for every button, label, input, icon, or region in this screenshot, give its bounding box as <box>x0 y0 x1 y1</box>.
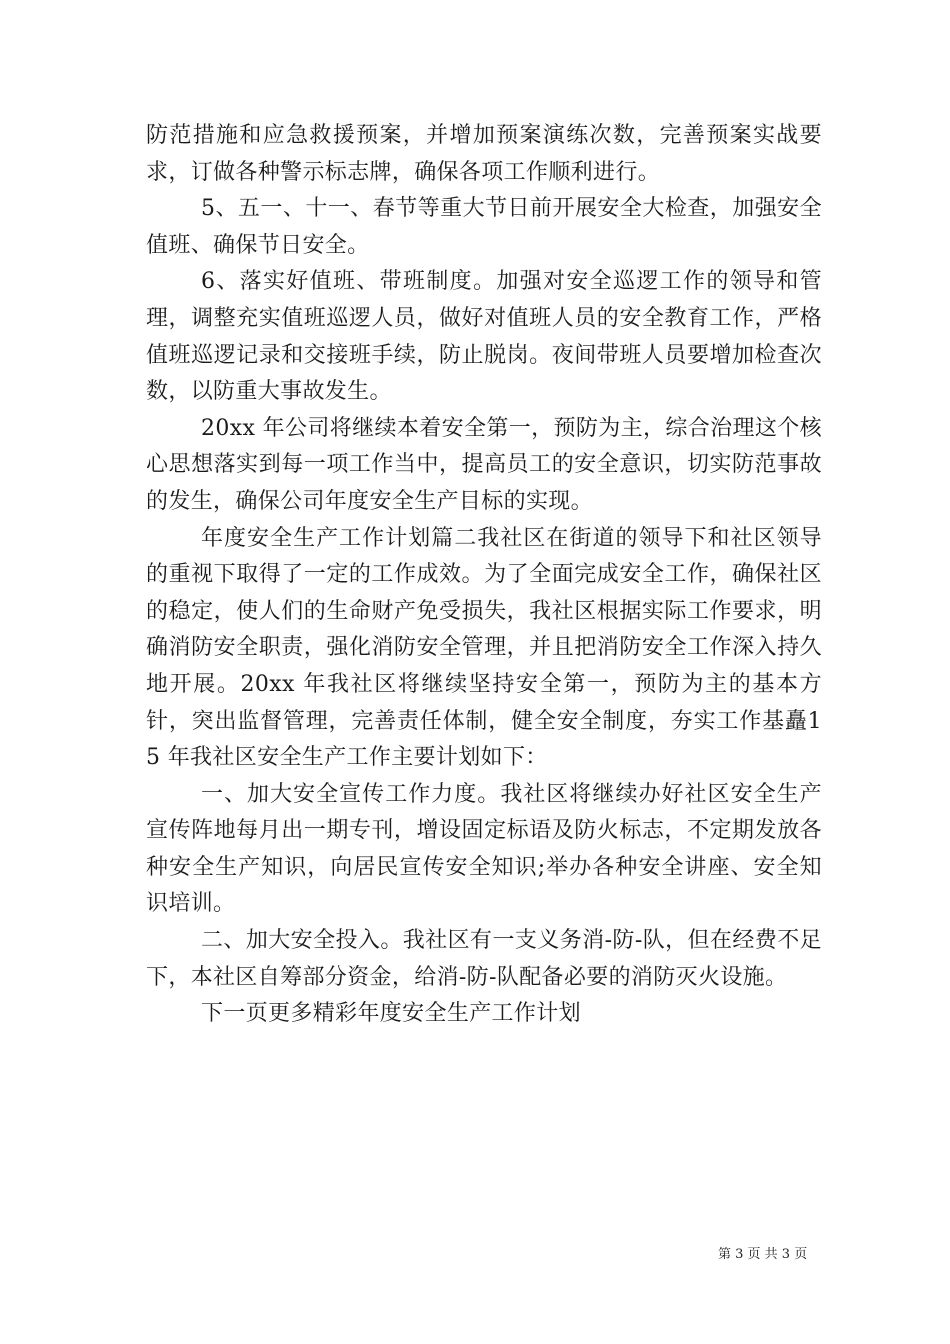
document-body <box>146 118 822 1033</box>
paragraph-item-6: 6、落实好值班、带班制度。加强对安全巡逻工作的领导和管理，调整充实值班巡逻人员，做好对值班人员的安全教育工作，严格值班巡逻记录和交接班手续，防止脱岗。夜间带班人员要增加检查次数，以防重大事故发生。 <box>146 269 822 405</box>
paragraph-item-5: 5、五一、十一、春节等重大节日前开展安全大检查，加强安全值班、确保节日安全。 <box>146 196 822 258</box>
paragraph-section-one: 一、加大安全宣传工作力度。我社区将继续办好社区安全生产宣传阵地每月出一期专刊，增设固定标语及防火标志，不定期发放各种安全生产知识，向居民宣传安全知识;举办各种安全讲座、安全知识培训。 <box>146 781 822 917</box>
paragraph-continuation: 防范措施和应急救援预案，并增加预案演练次数，完善预案实战要求，订做各种警示标志牌，确保各项工作顺利进行。 <box>146 123 822 185</box>
page-number: 第 3 页 共 3 页 <box>718 1247 808 1262</box>
paragraph-plan-two-intro: 年度安全生产工作计划篇二我社区在街道的领导下和社区领导的重视下取得了一定的工作成效。为了全面完成安全工作，确保社区的稳定，使人们的生命财产免受损失，我社区根据实际工作要求，明确消防安全职责，强化消防安全管理，并且把消防安全工作深入持久地开展。20xx 年我社区将继续坚持安全第一，预防为主的基本方针，突出监督管理，完善责任体制，健全安全制度，夯实工作基矗15 年我社区安全生产工作主要计划如下： <box>146 525 822 771</box>
next-page-link[interactable]: 下一页更多精彩年度安全生产工作计划 <box>201 1001 581 1027</box>
paragraph-company-summary: 20xx 年公司将继续本着安全第一，预防为主，综合治理这个核心思想落实到每一项工作当中，提高员工的安全意识，切实防范事故的发生，确保公司年度安全生产目标的实现。 <box>146 415 822 514</box>
paragraph-section-two: 二、加大安全投入。我社区有一支义务消-防-队，但在经费不足下，本社区自筹部分资金，给消-防-队配备必要的消防灭火设施。 <box>146 928 822 990</box>
